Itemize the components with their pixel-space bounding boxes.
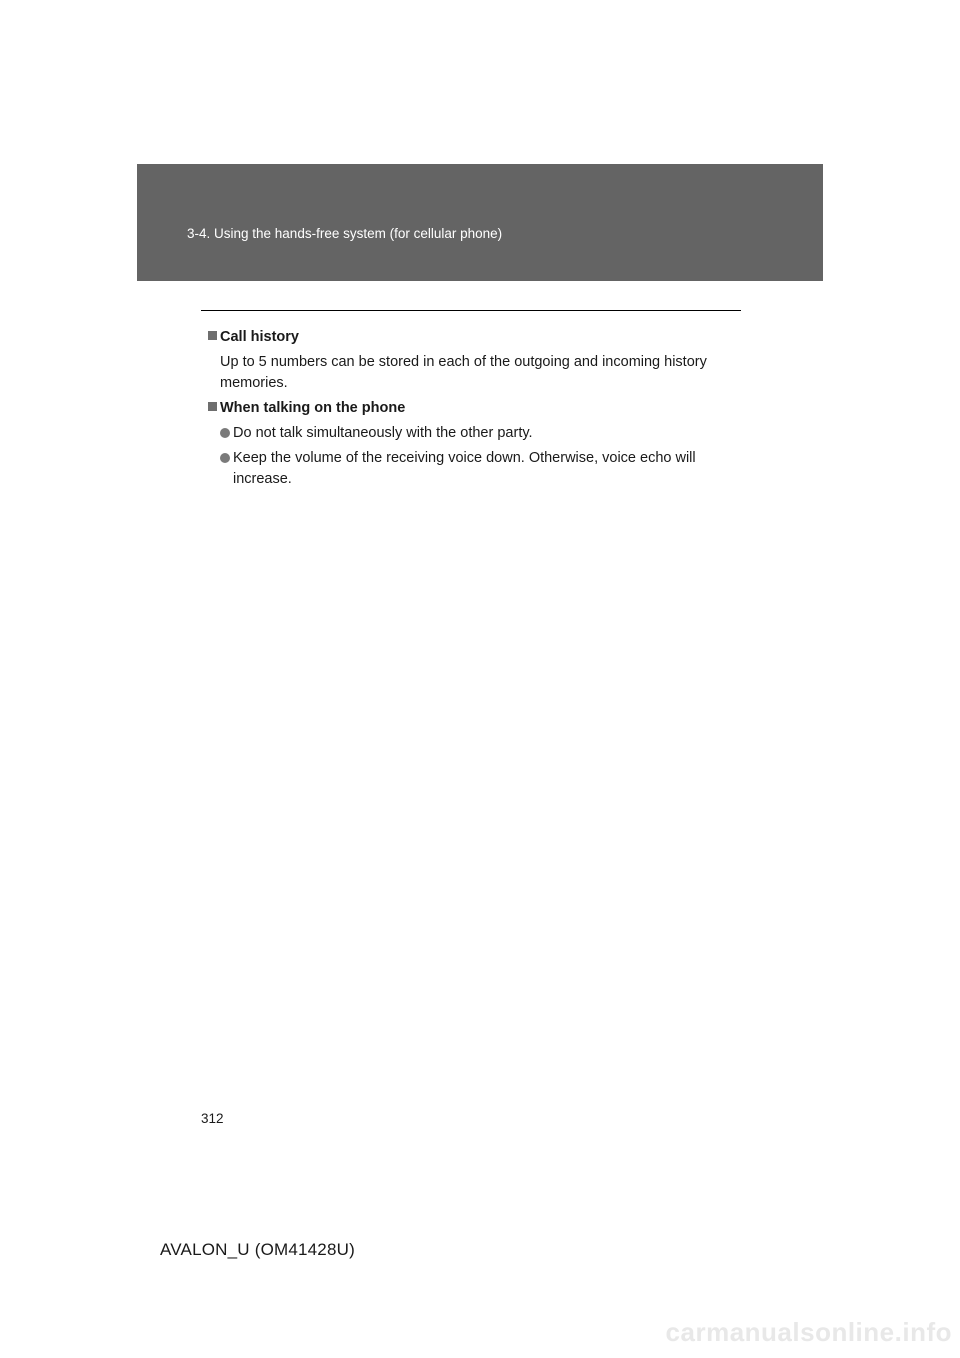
- manual-content: [208, 327, 748, 494]
- watermark: carmanualsonline.info: [665, 1317, 952, 1347]
- subsection-heading-call-history: [208, 327, 748, 348]
- divider-line: [201, 310, 741, 311]
- list-item: [208, 423, 748, 444]
- heading-text: Call history: [220, 329, 299, 345]
- circle-bullet-icon: [220, 453, 230, 463]
- heading-text: When talking on the phone: [220, 400, 406, 416]
- square-bullet-icon: [208, 331, 217, 340]
- circle-bullet-icon: [220, 428, 230, 438]
- subsection-heading-when-talking: [208, 398, 748, 419]
- square-bullet-icon: [208, 402, 217, 411]
- section-title: 3-4. Using the hands-free system (for cellular phone): [187, 226, 503, 241]
- document-code: AVALON_U (OM41428U): [160, 1240, 355, 1259]
- page-number: 312: [201, 1111, 224, 1126]
- list-item-text: Do not talk simultaneously with the other party.: [233, 425, 533, 441]
- section-header-band: [137, 164, 823, 281]
- paragraph-call-history: Up to 5 numbers can be stored in each of the outgoing and incoming history memories.: [220, 354, 707, 391]
- list-item-text: Keep the volume of the receiving voice down. Otherwise, voice echo will increase.: [233, 450, 696, 487]
- list-item: [208, 448, 748, 490]
